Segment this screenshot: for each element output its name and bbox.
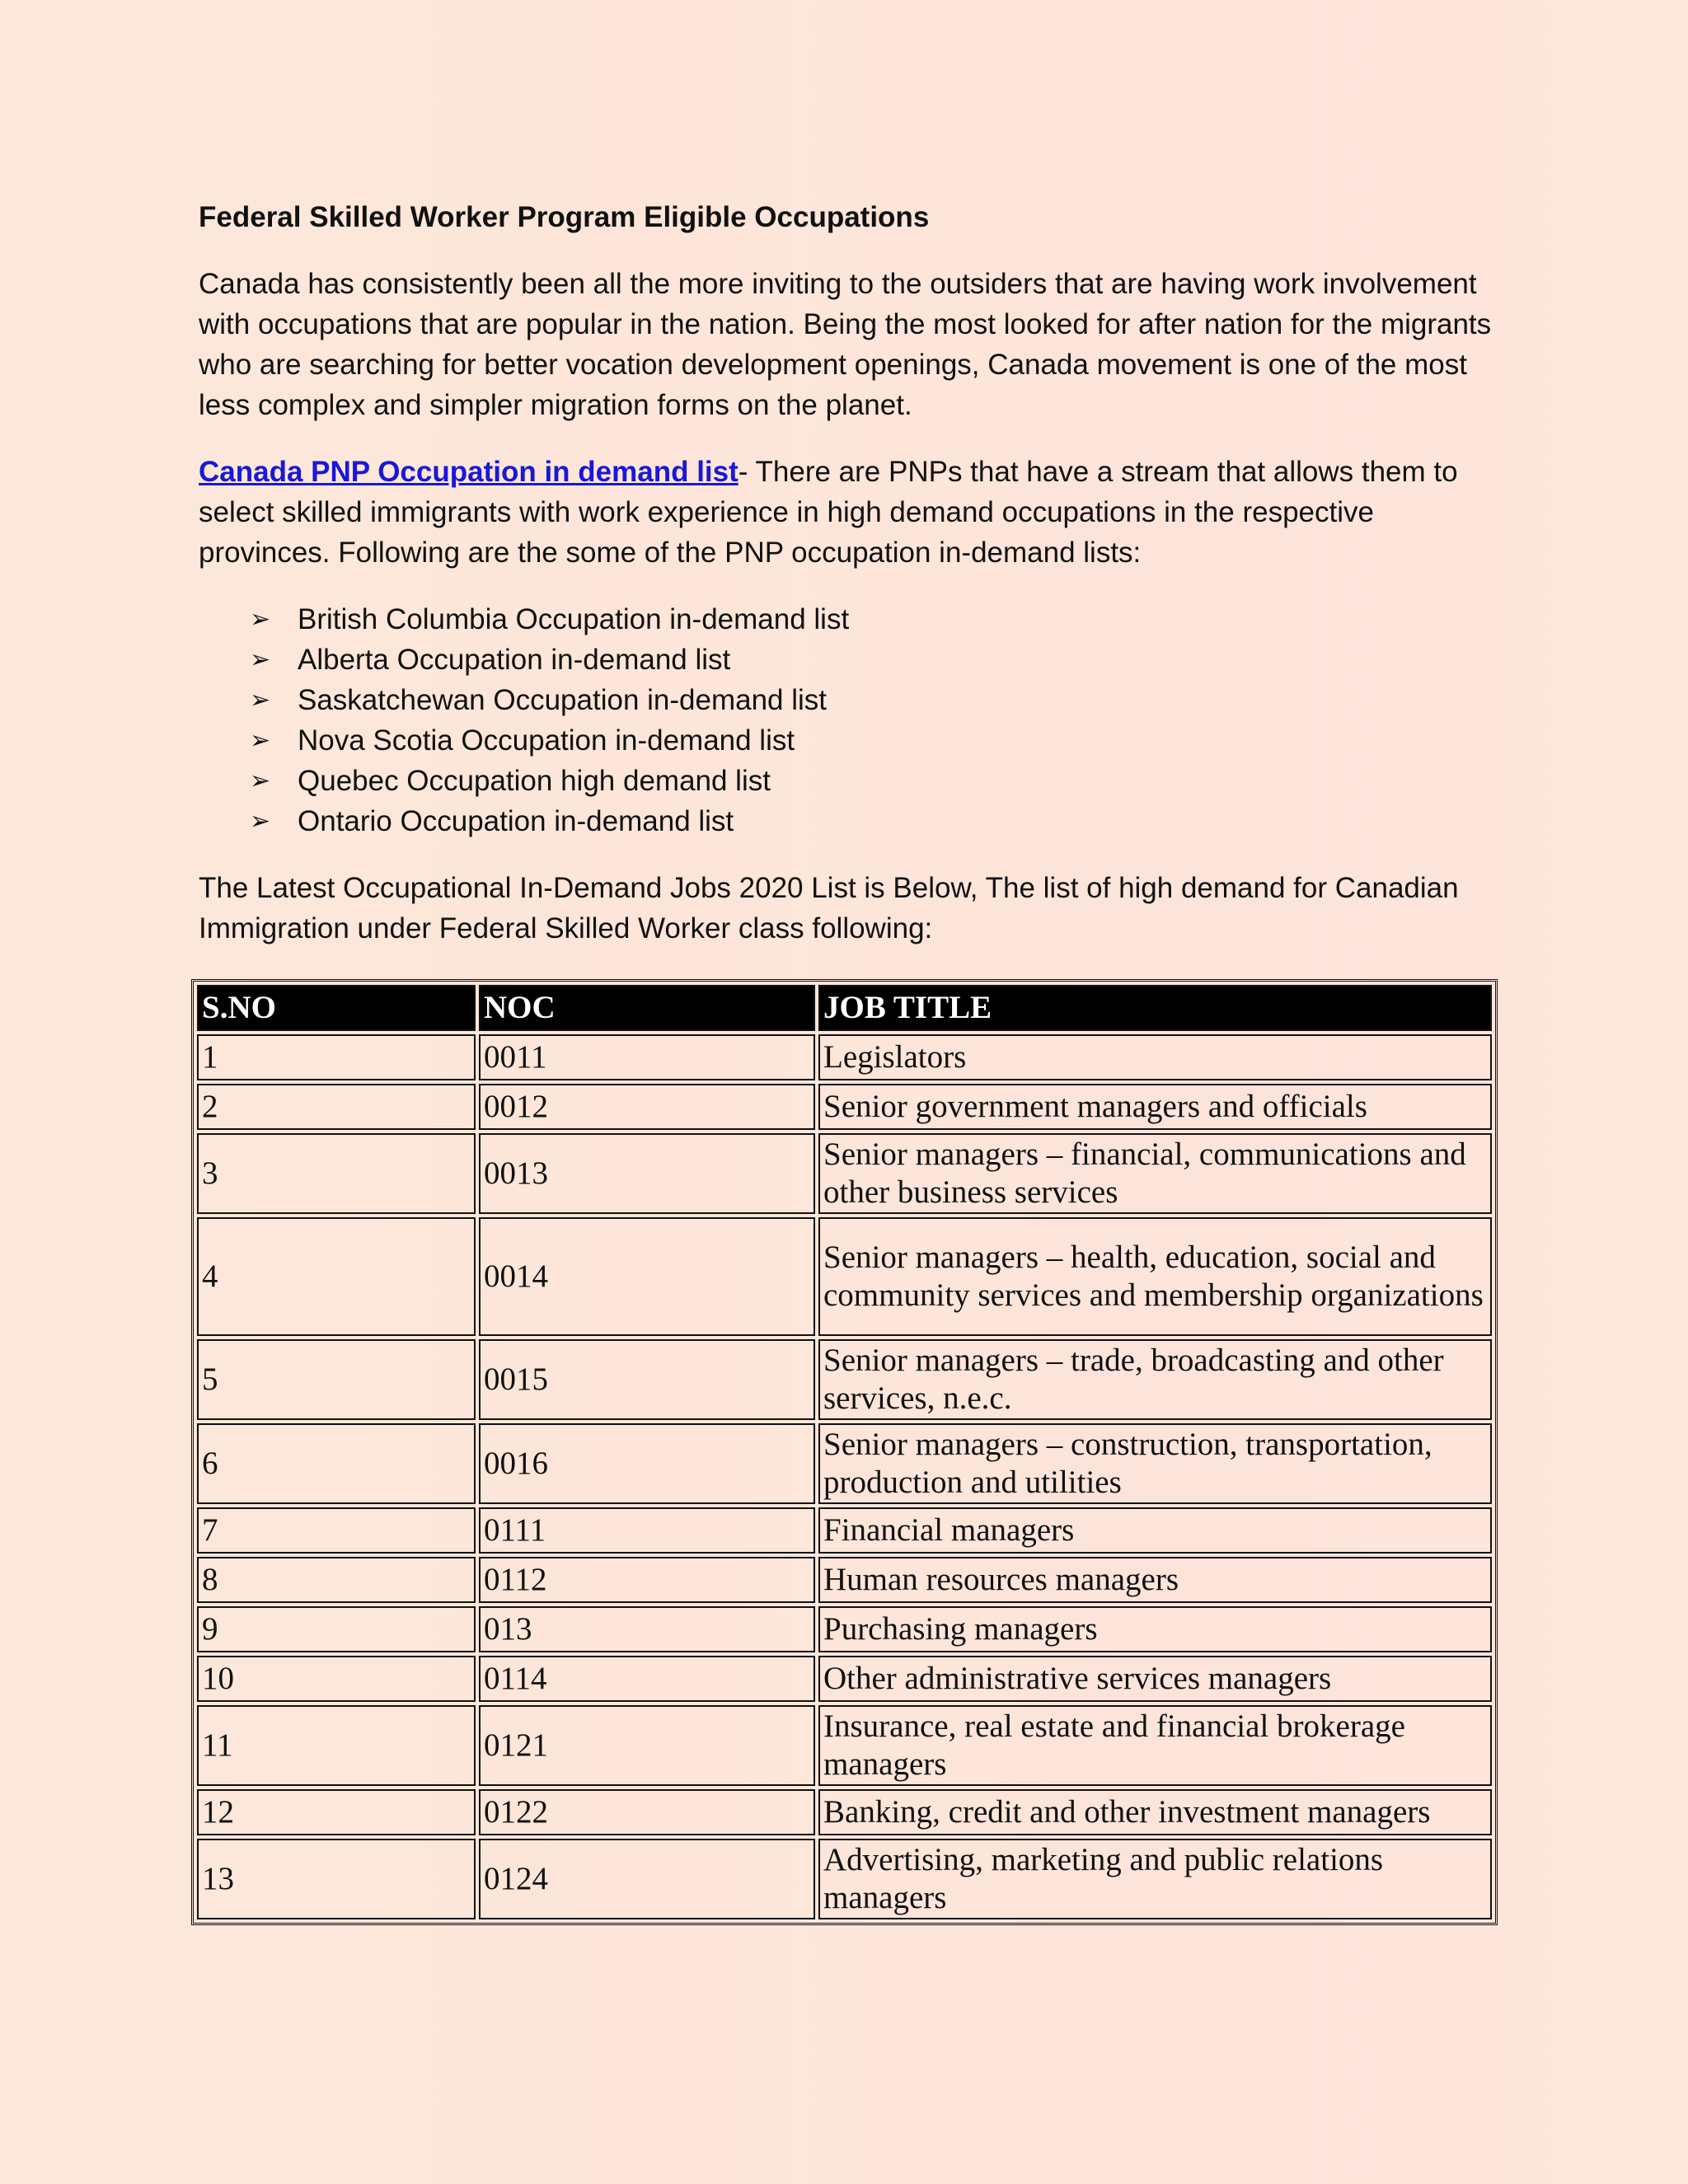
table-row xyxy=(197,1507,1492,1554)
list-item: ➢ Quebec Occupation high demand list xyxy=(250,761,1501,801)
table-row xyxy=(197,1133,1492,1214)
cell-noc: 0121 xyxy=(479,1705,815,1786)
cell-sno: 9 xyxy=(197,1606,476,1652)
pnp-paragraph xyxy=(199,452,1501,573)
cell-noc: 0016 xyxy=(479,1423,815,1504)
arrow-bullet-icon: ➢ xyxy=(250,645,271,674)
list-item: ➢ Ontario Occupation in-demand list xyxy=(250,801,1501,841)
table-row xyxy=(197,1034,1492,1080)
cell-noc: 0015 xyxy=(479,1339,815,1420)
cell-sno: 3 xyxy=(197,1133,476,1214)
cell-sno: 2 xyxy=(197,1084,476,1130)
page-title: Federal Skilled Worker Program Eligible Occupations xyxy=(199,201,930,233)
cell-noc: 0014 xyxy=(479,1217,815,1336)
header-noc: NOC xyxy=(479,985,815,1031)
cell-noc: 0124 xyxy=(479,1839,815,1919)
arrow-bullet-icon: ➢ xyxy=(250,726,271,755)
table-row xyxy=(197,1789,1492,1835)
table-row xyxy=(197,1606,1492,1652)
cell-sno: 10 xyxy=(197,1656,476,1702)
cell-job-title: Human resources managers xyxy=(818,1557,1492,1603)
cell-job-title: Senior managers – trade, broadcasting and other services, n.e.c. xyxy=(818,1339,1492,1420)
cell-sno: 13 xyxy=(197,1839,476,1919)
header-sno: S.NO xyxy=(197,985,476,1031)
cell-job-title: Senior managers – health, education, social and community services and membership organizations xyxy=(818,1217,1492,1336)
header-job-title: JOB TITLE xyxy=(818,985,1492,1031)
cell-noc: 0112 xyxy=(479,1557,815,1603)
pnp-list xyxy=(199,599,1501,841)
arrow-bullet-icon: ➢ xyxy=(250,807,271,836)
cell-job-title: Insurance, real estate and financial brokerage managers xyxy=(818,1705,1492,1786)
arrow-bullet-icon: ➢ xyxy=(250,686,271,715)
table-row xyxy=(197,1839,1492,1919)
list-item: ➢ Saskatchewan Occupation in-demand list xyxy=(250,680,1501,720)
cell-job-title: Purchasing managers xyxy=(818,1606,1492,1652)
latest-paragraph: The Latest Occupational In-Demand Jobs 2020 List is Below, The list of high demand for Canadian Immigration under Federal Skilled Worker class following: xyxy=(199,872,1459,944)
list-item: ➢ Alberta Occupation in-demand list xyxy=(250,640,1501,680)
cell-noc: 0011 xyxy=(479,1034,815,1080)
cell-sno: 12 xyxy=(197,1789,476,1835)
table-row xyxy=(197,1423,1492,1504)
cell-job-title: Legislators xyxy=(818,1034,1492,1080)
cell-sno: 11 xyxy=(197,1705,476,1786)
pnp-occupation-link[interactable]: Canada PNP Occupation in demand list xyxy=(199,456,738,488)
cell-sno: 6 xyxy=(197,1423,476,1504)
table-row xyxy=(197,1557,1492,1603)
cell-sno: 7 xyxy=(197,1507,476,1554)
table-row xyxy=(197,1705,1492,1786)
list-item: ➢ Nova Scotia Occupation in-demand list xyxy=(250,720,1501,761)
cell-job-title: Advertising, marketing and public relations managers xyxy=(818,1839,1492,1919)
table-row xyxy=(197,1084,1492,1130)
cell-sno: 4 xyxy=(197,1217,476,1336)
cell-noc: 0013 xyxy=(479,1133,815,1214)
occupations-table xyxy=(191,979,1498,1925)
cell-job-title: Senior government managers and officials xyxy=(818,1084,1492,1130)
table-row xyxy=(197,1656,1492,1702)
cell-job-title: Senior managers – construction, transportation, production and utilities xyxy=(818,1423,1492,1504)
arrow-bullet-icon: ➢ xyxy=(250,766,271,795)
intro-paragraph: Canada has consistently been all the more inviting to the outsiders that are having work involvement with occupations that are popular in the nation. Being the most looked for after nation for the migrants who are searching for better vocation development openings, Canada movement is one of the most less complex and simpler migration forms on the planet. xyxy=(199,268,1492,421)
table-row xyxy=(197,1217,1492,1336)
cell-noc: 013 xyxy=(479,1606,815,1652)
cell-job-title: Other administrative services managers xyxy=(818,1656,1492,1702)
cell-sno: 5 xyxy=(197,1339,476,1420)
list-item: ➢ British Columbia Occupation in-demand list xyxy=(250,599,1501,640)
table-header-row xyxy=(197,985,1492,1031)
document-content xyxy=(199,199,1501,975)
cell-noc: 0114 xyxy=(479,1656,815,1702)
pnp-description: - There are PNPs that have a stream that allows them to select skilled immigrants with work experience in high demand occupations in the respective provinces. Following are the some of the PNP occupation in-demand lists: xyxy=(199,456,1458,569)
arrow-bullet-icon: ➢ xyxy=(250,605,271,634)
table-row xyxy=(197,1339,1492,1420)
cell-sno: 1 xyxy=(197,1034,476,1080)
cell-job-title: Senior managers – financial, communications and other business services xyxy=(818,1133,1492,1214)
cell-job-title: Banking, credit and other investment managers xyxy=(818,1789,1492,1835)
cell-noc: 0111 xyxy=(479,1507,815,1554)
cell-noc: 0012 xyxy=(479,1084,815,1130)
cell-sno: 8 xyxy=(197,1557,476,1603)
cell-noc: 0122 xyxy=(479,1789,815,1835)
cell-job-title: Financial managers xyxy=(818,1507,1492,1554)
